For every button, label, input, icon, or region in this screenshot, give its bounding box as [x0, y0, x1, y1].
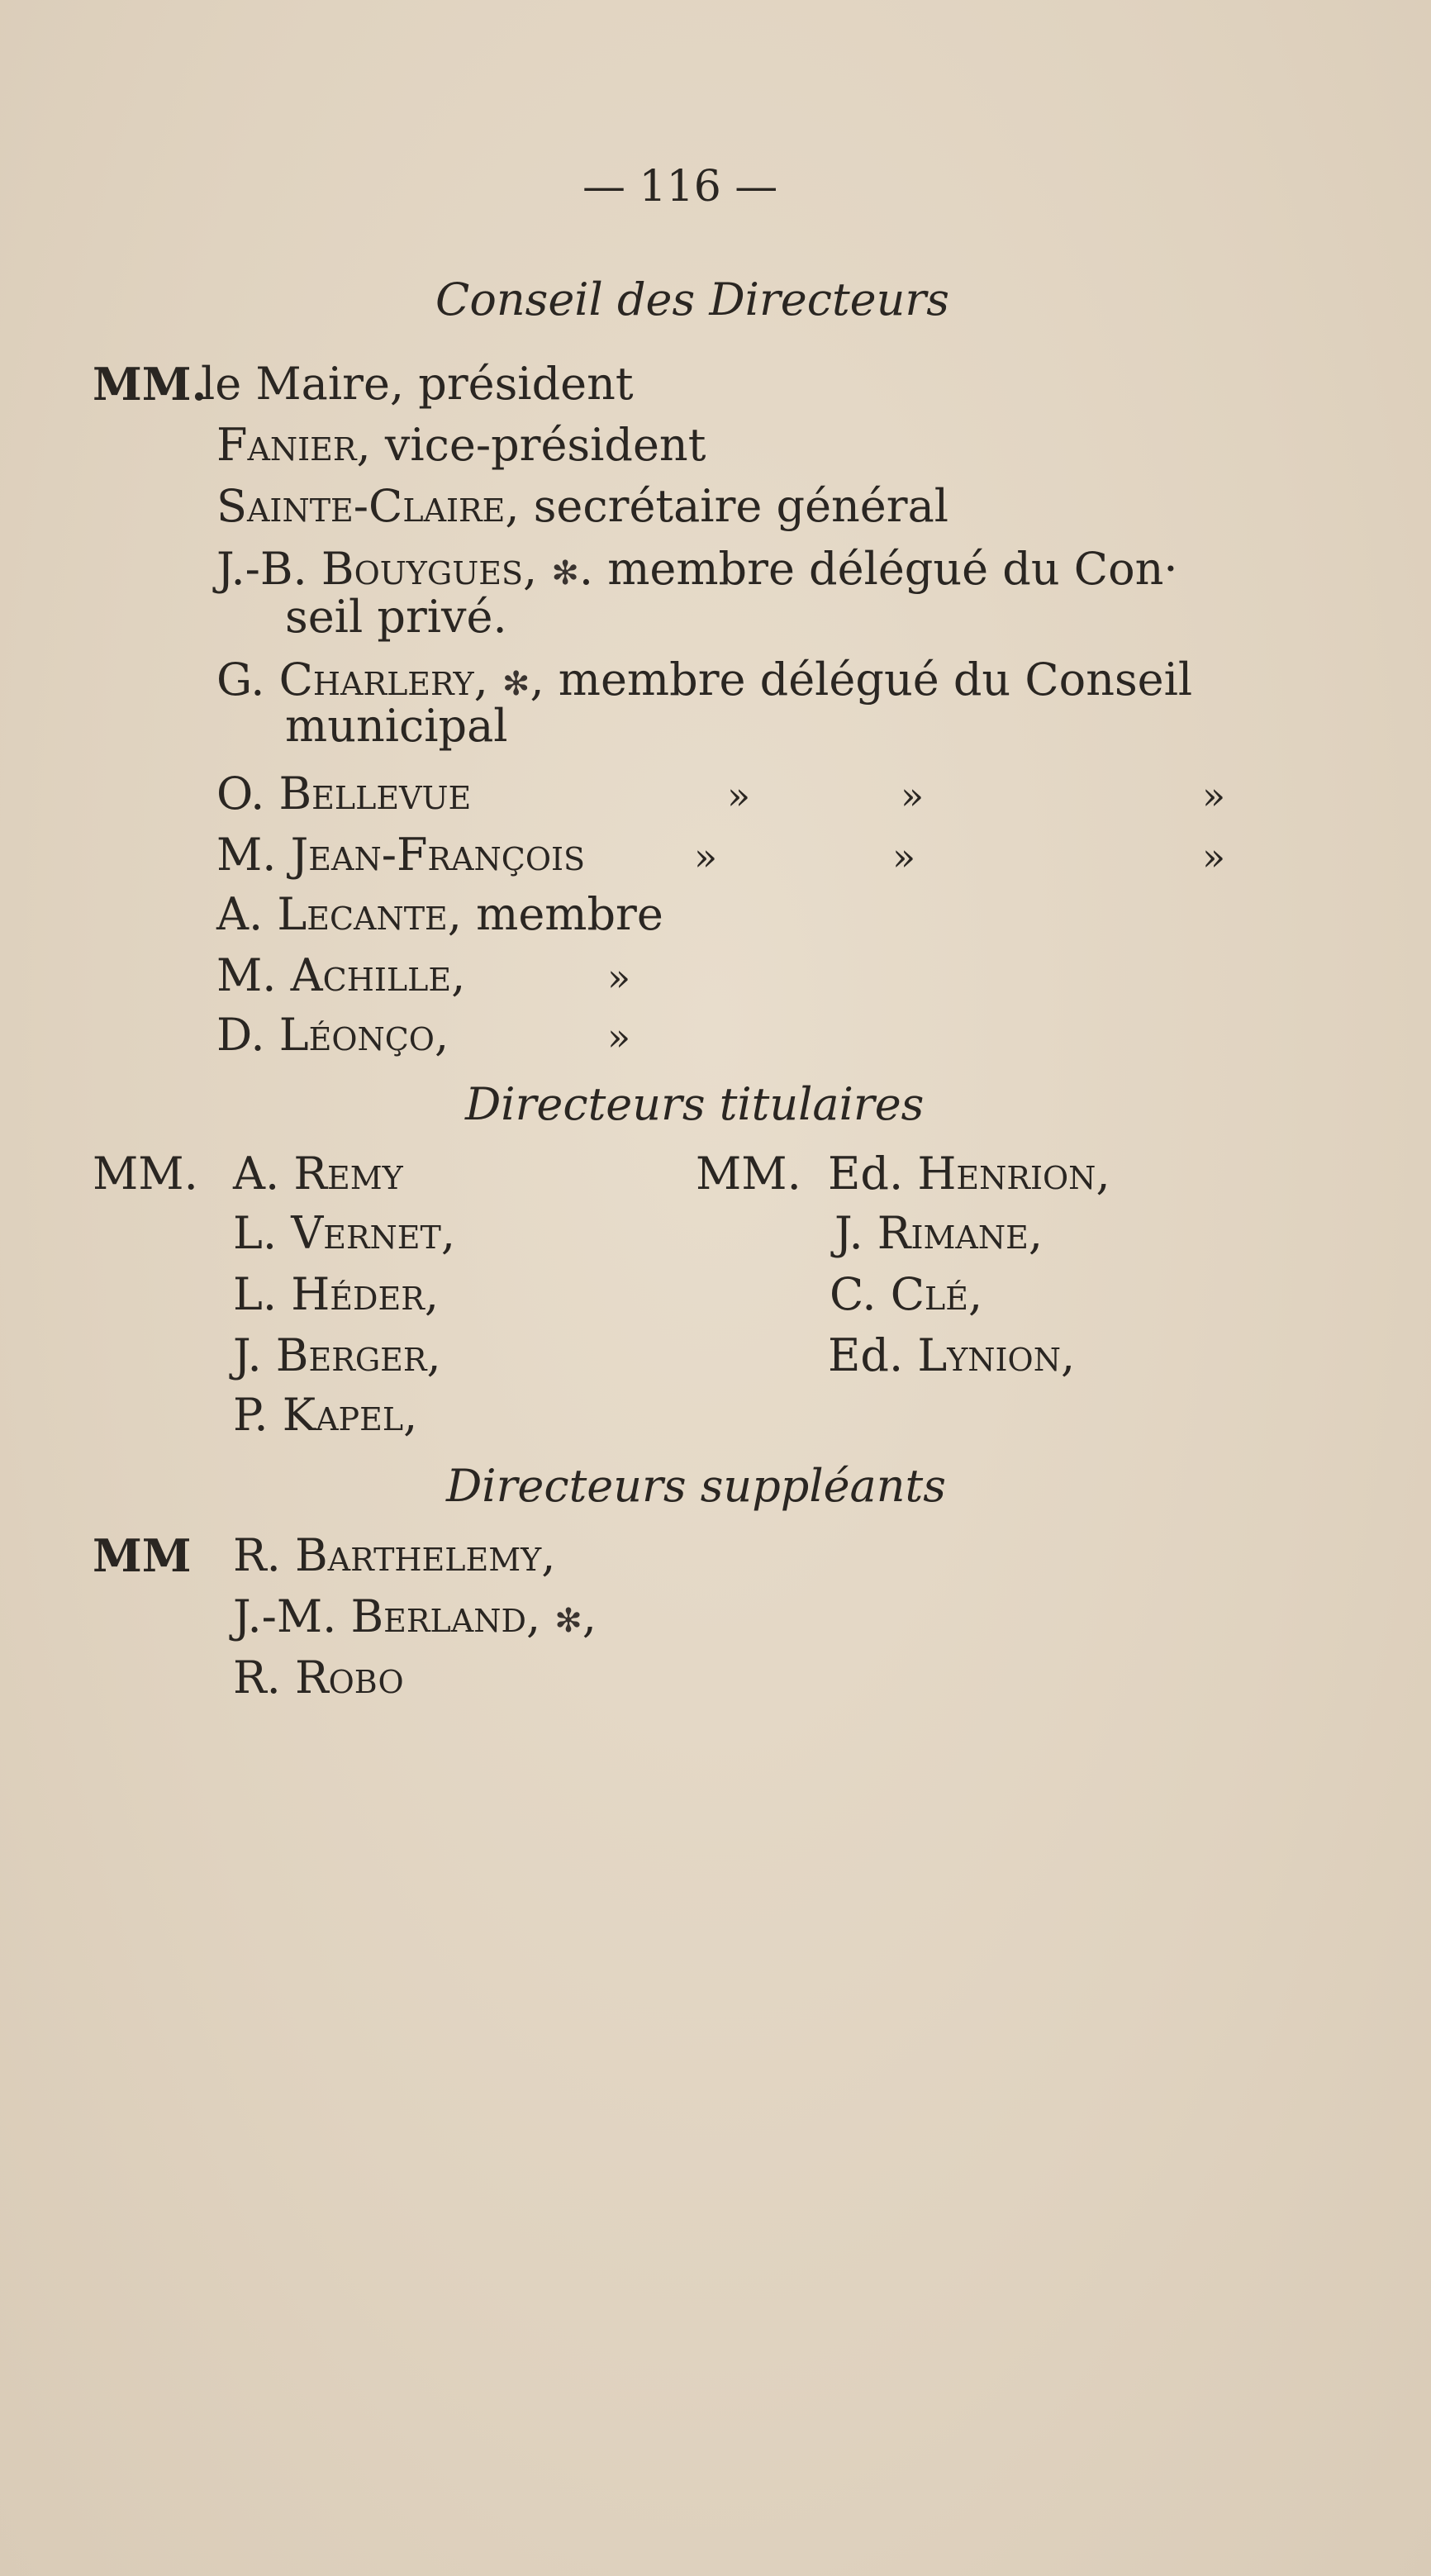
- section-heading-conseil: Conseil des Directeurs: [435, 273, 949, 326]
- member-name: Achille: [290, 949, 452, 1001]
- comma: ,: [451, 949, 466, 1001]
- page-number: — 116 —: [582, 162, 778, 211]
- member-initial: R.: [233, 1652, 281, 1704]
- member-initial: L.: [233, 1207, 278, 1259]
- conseil-row-4-cont: municipal: [285, 700, 508, 752]
- conseil-row-8: [216, 949, 466, 1001]
- member-name: Barthelemy: [295, 1529, 542, 1581]
- member-name: Henrion: [917, 1148, 1096, 1200]
- titulaire-right-0: [828, 1148, 1110, 1200]
- titulaire-right-3: [828, 1329, 1076, 1381]
- member-name: Kapel: [282, 1389, 404, 1441]
- member-role: , vice-président: [356, 419, 706, 471]
- member-initial: O.: [216, 768, 265, 820]
- member-initial: R.: [233, 1529, 281, 1581]
- member-role: , membre délégué du Conseil: [530, 654, 1193, 706]
- member-initial: J.: [233, 1329, 262, 1381]
- conseil-row-2: [216, 480, 949, 532]
- ditto-mark: »: [607, 955, 631, 1000]
- member-initial: A.: [233, 1148, 280, 1200]
- member-name: Lynion: [917, 1329, 1061, 1381]
- comma: ,: [1060, 1329, 1076, 1381]
- titulaire-left-2: [233, 1268, 440, 1320]
- member-name: Bouygues: [321, 543, 523, 595]
- member-initial: M.: [216, 949, 277, 1001]
- ditto-mark: »: [727, 773, 751, 818]
- member-role: , secrétaire général: [505, 480, 949, 532]
- conseil-prefix: MM.: [93, 358, 207, 411]
- member-initial: A.: [216, 888, 264, 940]
- comma: ,: [426, 1329, 441, 1381]
- titulaire-right-2: [830, 1268, 983, 1320]
- member-name: Léonço: [278, 1009, 435, 1061]
- conseil-row-9: [216, 1009, 449, 1061]
- conseil-row-3: J.-B. Bouygues, ✻. membre délégué du Con·: [216, 543, 1178, 595]
- ditto-mark: »: [1202, 773, 1226, 818]
- ditto-mark: »: [892, 834, 916, 879]
- ditto-mark: »: [607, 1015, 631, 1059]
- member-initial: L.: [233, 1268, 278, 1320]
- comma: ,: [440, 1207, 456, 1259]
- titulaires-left-prefix: MM.: [93, 1148, 198, 1200]
- titulaires-right-prefix: MM.: [696, 1148, 801, 1200]
- comma: ,: [582, 1590, 597, 1642]
- comma: ,: [424, 1268, 440, 1320]
- titulaire-left-1: [233, 1207, 456, 1259]
- comma: ,: [1028, 1207, 1043, 1259]
- comma: ,: [541, 1529, 556, 1581]
- titulaire-left-3: [233, 1329, 441, 1381]
- decoration-star-icon: ✻: [502, 665, 530, 703]
- decoration-star-icon: ✻: [551, 554, 579, 592]
- member-initial: C.: [830, 1268, 877, 1320]
- member-initial: M.: [216, 829, 277, 881]
- conseil-row-6: [216, 829, 586, 881]
- member-initial: J.-M.: [233, 1590, 337, 1642]
- suppleant-row-1: J.-M. Berland, ✻,: [233, 1590, 597, 1642]
- conseil-row-0: le Maire, président: [201, 358, 634, 410]
- member-initial: G.: [216, 654, 265, 706]
- member-initial: Ed.: [828, 1148, 904, 1200]
- section-heading-titulaires: Directeurs titulaires: [465, 1078, 925, 1130]
- member-initial: P.: [233, 1389, 269, 1441]
- member-name: Berland: [350, 1590, 526, 1642]
- conseil-row-1: [216, 419, 706, 471]
- ditto-mark: »: [694, 834, 718, 879]
- titulaire-left-4: [233, 1389, 418, 1441]
- decoration-star-icon: ✻: [554, 1602, 582, 1640]
- member-name: Bellevue: [278, 768, 472, 820]
- member-name: Remy: [293, 1148, 403, 1200]
- conseil-row-5: [216, 768, 472, 820]
- member-role: , membre: [447, 888, 663, 940]
- member-initial: Ed.: [828, 1329, 904, 1381]
- conseil-row-7: [216, 888, 663, 940]
- conseil-row-4: G. Charlery, ✻, membre délégué du Conseil: [216, 654, 1193, 706]
- member-name: Berger: [275, 1329, 427, 1381]
- conseil-row-3-cont: seil privé.: [285, 591, 507, 643]
- comma: ,: [968, 1268, 983, 1320]
- comma: ,: [403, 1389, 418, 1441]
- member-name: Jean-François: [290, 829, 586, 881]
- comma: ,: [1096, 1148, 1110, 1200]
- comma: ,: [434, 1009, 449, 1061]
- member-initial: J.-B.: [216, 543, 307, 595]
- member-initial: D.: [216, 1009, 265, 1061]
- member-name: Lecante: [277, 888, 448, 940]
- titulaire-left-0: [233, 1148, 403, 1200]
- member-name: Héder: [291, 1268, 425, 1320]
- ditto-mark: »: [901, 773, 925, 818]
- member-name: Clé: [890, 1268, 969, 1320]
- member-name: Vernet: [291, 1207, 441, 1259]
- member-name: Robo: [295, 1652, 404, 1704]
- section-heading-suppleants: Directeurs suppléants: [446, 1460, 946, 1512]
- ditto-mark: »: [1202, 834, 1226, 879]
- member-name: Sainte-Claire: [216, 480, 506, 532]
- titulaire-right-1: [834, 1207, 1043, 1259]
- member-name: Rimane: [877, 1207, 1029, 1259]
- member-name: Charlery: [278, 654, 474, 706]
- suppleant-row-2: [233, 1652, 404, 1704]
- suppleants-prefix: MM: [93, 1529, 192, 1582]
- member-initial: J.: [834, 1207, 863, 1259]
- suppleant-row-0: [233, 1529, 556, 1581]
- member-role: . membre délégué du Con·: [578, 543, 1178, 595]
- member-name: Fanier: [216, 419, 357, 471]
